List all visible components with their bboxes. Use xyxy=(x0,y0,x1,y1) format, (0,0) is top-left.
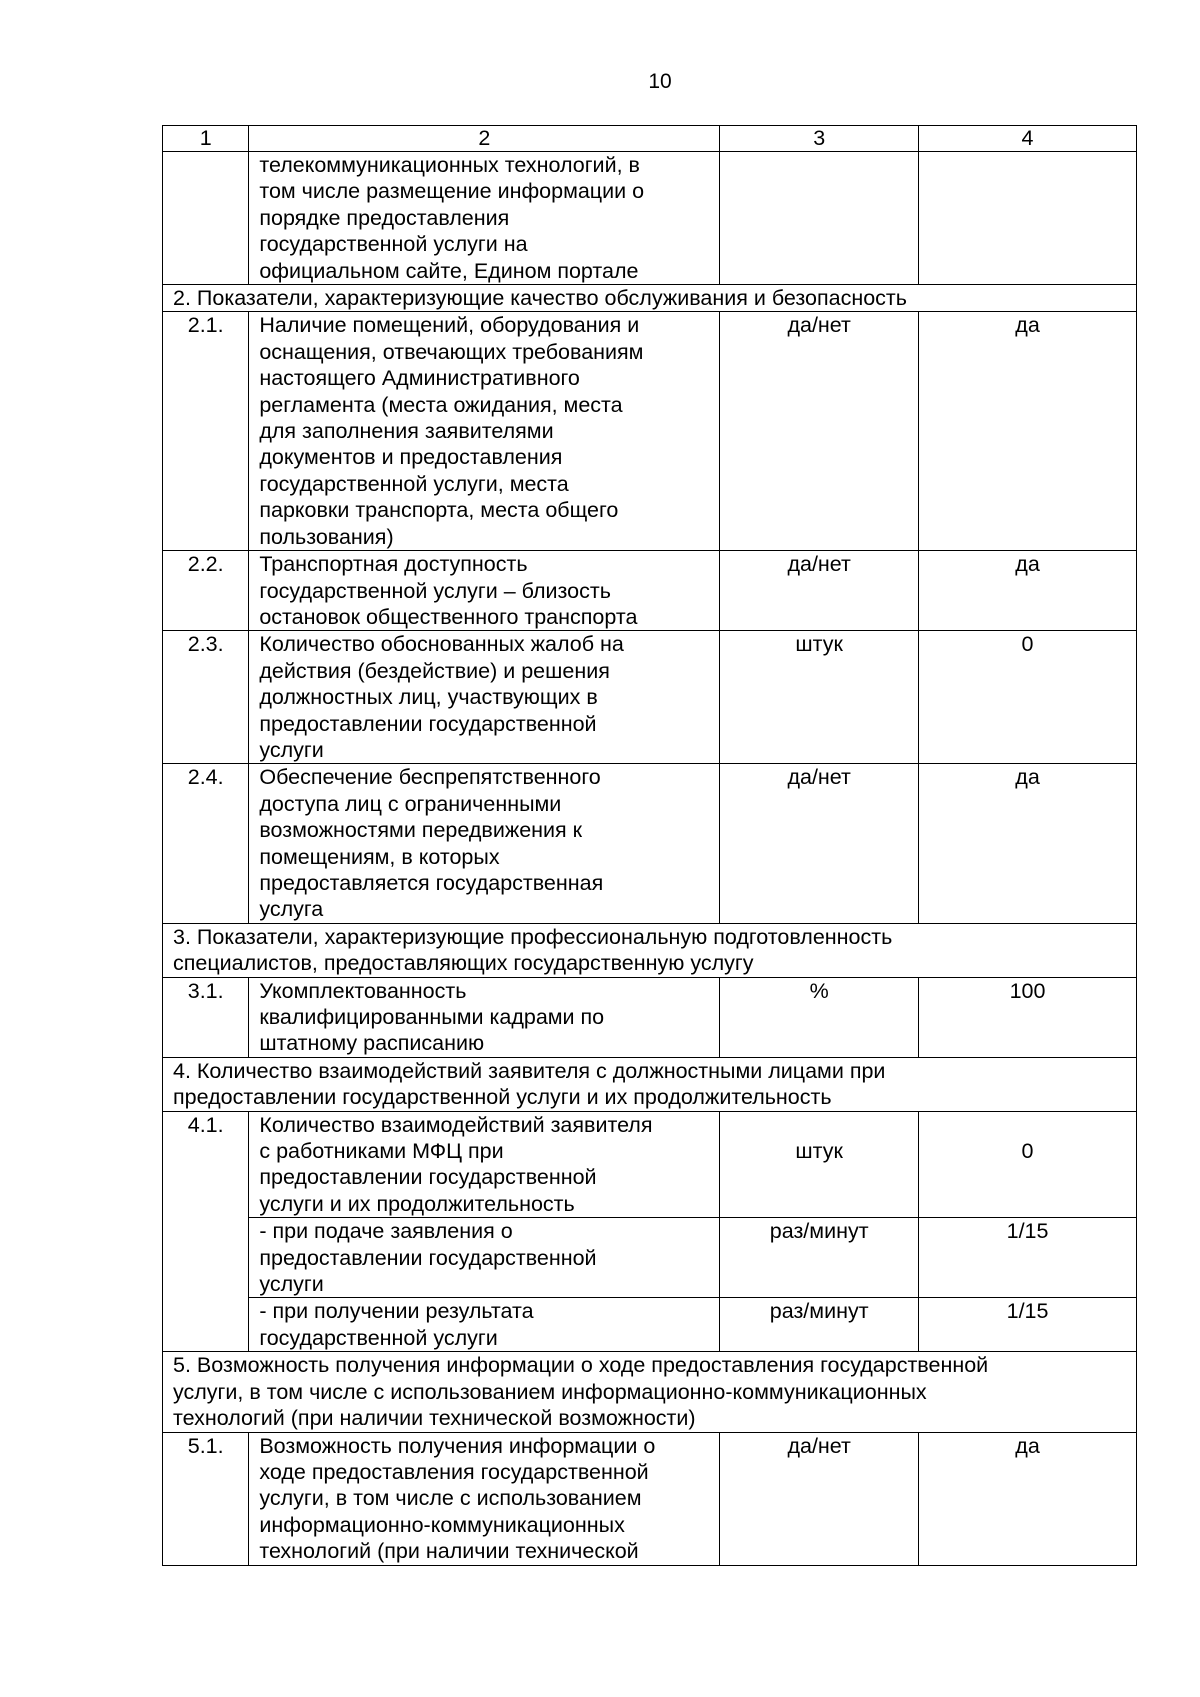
indicators-table xyxy=(162,125,1137,1566)
unit-cell: да/нет xyxy=(720,764,919,923)
header-cell: 2 xyxy=(249,126,720,152)
text-line: должностных лиц, участвующих в xyxy=(259,685,598,710)
table-row xyxy=(163,977,1137,1057)
row-number-cell: 4.1. xyxy=(163,1111,249,1352)
unit-cell: раз/минут xyxy=(720,1298,919,1352)
unit-cell: раз/минут xyxy=(720,1218,919,1298)
row-number-cell: 2.4. xyxy=(163,764,249,923)
page-number: 10 xyxy=(648,70,672,93)
indicator-cell xyxy=(249,312,720,551)
text-line: - при получении результата xyxy=(259,1299,534,1324)
text-line: 2. Показатели, характеризующие качество обслуживания и безопасность xyxy=(173,286,907,311)
text-line: том числе размещение информации о xyxy=(259,179,645,204)
text-line: услуги, в том числе с использованием информационно-коммуникационных xyxy=(173,1379,927,1404)
table-row xyxy=(163,1298,1137,1352)
row-number-cell xyxy=(163,152,249,285)
text-line: технологий (при наличии технической возможности) xyxy=(173,1406,696,1431)
value-cell: 1/15 xyxy=(919,1218,1137,1298)
text-line: Количество обоснованных жалоб на xyxy=(259,632,624,657)
text-line: 5. Возможность получения информации о ходе предоставления государственной xyxy=(173,1353,989,1378)
text-line: информационно-коммуникационных xyxy=(259,1512,625,1537)
text-line: возможностями передвижения к xyxy=(259,818,583,843)
text-line: предоставлении государственной xyxy=(259,1165,597,1190)
table-row xyxy=(163,1432,1137,1565)
section-heading xyxy=(163,285,1137,312)
text-line: для заполнения заявителями xyxy=(259,419,554,444)
text-line: Возможность получения информации о xyxy=(259,1433,656,1458)
header-cell: 1 xyxy=(163,126,249,152)
text-line: остановок общественного транспорта xyxy=(259,604,638,629)
text-line: услуги xyxy=(259,737,324,762)
text-line: с работниками МФЦ при xyxy=(259,1139,504,1164)
text-line: предоставляется государственная xyxy=(259,870,604,895)
text-line: документов и предоставления xyxy=(259,445,563,470)
value-cell: 1/15 xyxy=(919,1298,1137,1352)
indicator-cell xyxy=(249,1298,720,1352)
value-cell xyxy=(919,1111,1137,1218)
text-line: предоставлении государственной xyxy=(259,1245,597,1270)
value-cell xyxy=(919,152,1137,285)
indicator-cell xyxy=(249,551,720,631)
text-line: оснащения, отвечающих требованиям xyxy=(259,339,644,364)
table-row xyxy=(163,764,1137,923)
row-number-cell: 2.1. xyxy=(163,312,249,551)
unit-cell: да/нет xyxy=(720,551,919,631)
text-line: - при подаче заявления о xyxy=(259,1219,513,1244)
section-heading xyxy=(163,1352,1137,1432)
table-row xyxy=(163,1111,1137,1218)
table-row xyxy=(163,551,1137,631)
text-line: услуги, в том числе с использованием xyxy=(259,1486,642,1511)
text-line: парковки транспорта, места общего xyxy=(259,498,619,523)
row-number-cell: 2.3. xyxy=(163,631,249,764)
table-row xyxy=(163,631,1137,764)
indicator-cell xyxy=(249,631,720,764)
indicator-cell xyxy=(249,1218,720,1298)
row-number-cell: 3.1. xyxy=(163,977,249,1057)
text-line: телекоммуникационных технологий, в xyxy=(259,153,640,177)
section-row xyxy=(163,1057,1137,1111)
value-cell: да xyxy=(919,1432,1137,1565)
text-line: помещениям, в которых xyxy=(259,844,500,869)
text-line: пользования) xyxy=(259,524,394,549)
text-line: Наличие помещений, оборудования и xyxy=(259,313,640,338)
text-line: регламента (места ожидания, места xyxy=(259,392,623,417)
indicator-cell xyxy=(249,1111,720,1218)
text-line: порядке предоставления xyxy=(259,205,510,230)
unit-cell xyxy=(720,152,919,285)
text-line: официальном сайте, Едином портале xyxy=(259,258,639,283)
value-cell: да xyxy=(919,312,1137,551)
unit-cell xyxy=(720,1111,919,1218)
text-line: предоставлении государственной xyxy=(259,711,597,736)
unit-cell: штук xyxy=(720,631,919,764)
header-cell: 3 xyxy=(720,126,919,152)
unit-cell: да/нет xyxy=(720,1432,919,1565)
text-line: Транспортная доступность xyxy=(259,552,528,577)
row-number-cell: 5.1. xyxy=(163,1432,249,1565)
text-line: государственной услуги xyxy=(259,1325,498,1350)
row-number-cell: 2.2. xyxy=(163,551,249,631)
indicator-cell xyxy=(249,977,720,1057)
text-line: Обеспечение беспрепятственного xyxy=(259,765,601,790)
section-row xyxy=(163,285,1137,312)
text-line: услуги xyxy=(259,1272,324,1297)
text-line: специалистов, предоставляющих государственную услугу xyxy=(173,951,754,976)
text-line: государственной услуги на xyxy=(259,232,528,257)
text-line: государственной услуги, места xyxy=(259,471,569,496)
unit-cell: % xyxy=(720,977,919,1057)
text-line: услуги и их продолжительность xyxy=(259,1191,575,1216)
text-line: Укомплектованность xyxy=(259,978,467,1003)
table-row xyxy=(163,152,1137,285)
indicator-cell xyxy=(249,764,720,923)
text-line: 3. Показатели, характеризующие профессиональную подготовленность xyxy=(173,924,893,949)
text-line: услуга xyxy=(259,897,324,922)
text-line: Количество взаимодействий заявителя xyxy=(259,1112,653,1137)
header-cell: 4 xyxy=(919,126,1137,152)
unit-text: штук xyxy=(795,1138,843,1163)
indicator-cell xyxy=(249,152,720,285)
text-line: 4. Количество взаимодействий заявителя с должностными лицами при xyxy=(173,1058,886,1083)
text-line: действия (бездействие) и решения xyxy=(259,658,610,683)
header-row xyxy=(163,126,1137,152)
value-cell: 0 xyxy=(919,631,1137,764)
text-line: технологий (при наличии технической xyxy=(259,1539,639,1564)
value-cell: 100 xyxy=(919,977,1137,1057)
indicator-cell xyxy=(249,1432,720,1565)
table-row xyxy=(163,312,1137,551)
text-line: штатному расписанию xyxy=(259,1031,485,1056)
text-line: ходе предоставления государственной xyxy=(259,1459,649,1484)
section-heading xyxy=(163,923,1137,977)
text-line: доступа лиц с ограниченными xyxy=(259,791,562,816)
value-text: 0 xyxy=(1021,1138,1034,1163)
text-line: предоставлении государственной услуги и их продолжительность xyxy=(173,1085,832,1110)
table-row xyxy=(163,1218,1137,1298)
value-cell: да xyxy=(919,551,1137,631)
value-cell: да xyxy=(919,764,1137,923)
text-line: государственной услуги – близость xyxy=(259,578,611,603)
section-row xyxy=(163,1352,1137,1432)
section-heading xyxy=(163,1057,1137,1111)
unit-cell: да/нет xyxy=(720,312,919,551)
text-line: квалифицированными кадрами по xyxy=(259,1005,605,1029)
section-row xyxy=(163,923,1137,977)
text-line: настоящего Административного xyxy=(259,366,580,391)
